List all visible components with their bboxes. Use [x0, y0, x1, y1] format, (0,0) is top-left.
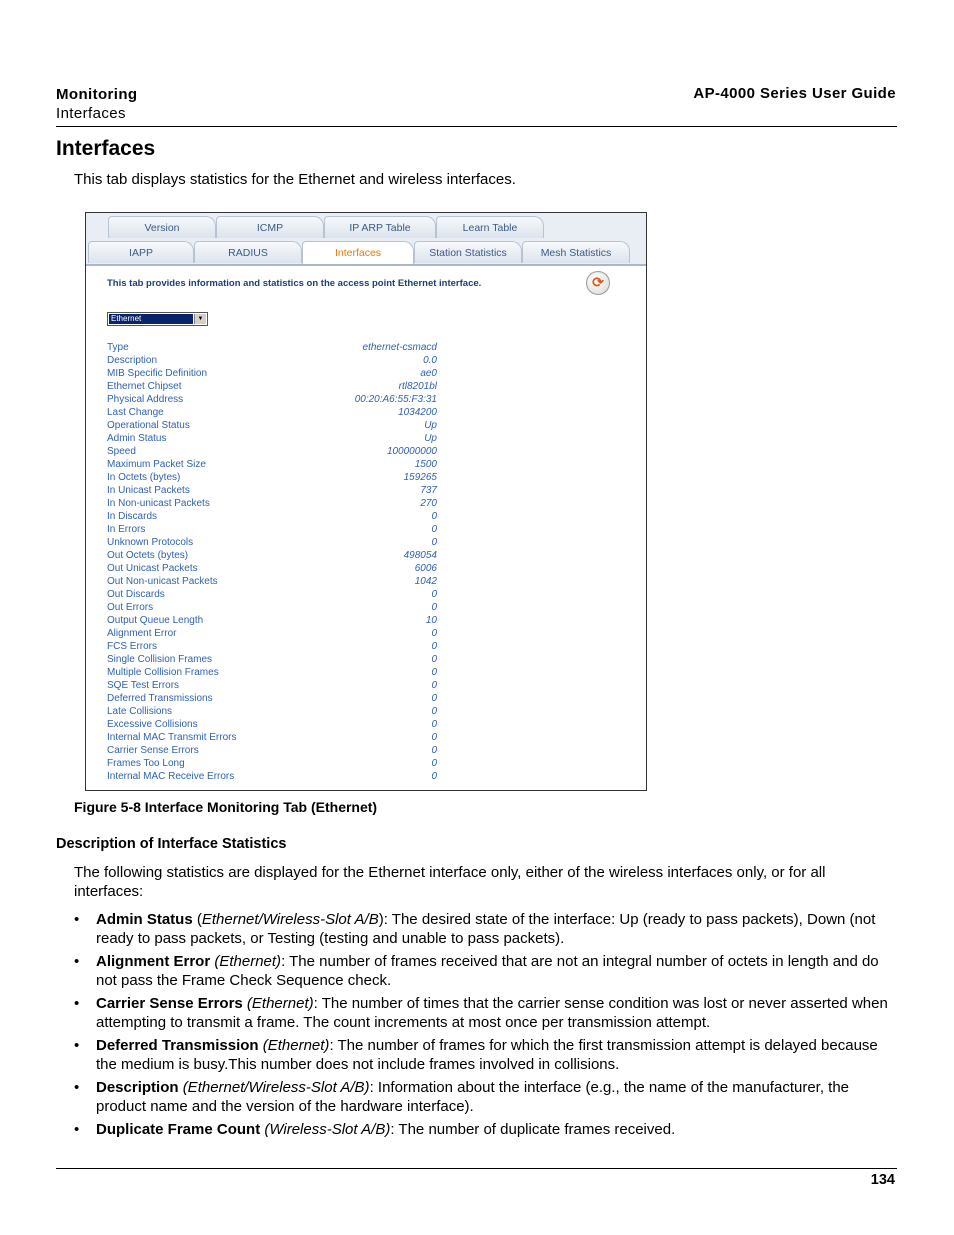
stat-value: 0 [431, 654, 437, 665]
tab-divider [86, 264, 646, 266]
bullet-icon: • [74, 1079, 80, 1096]
stat-row [86, 497, 646, 510]
definition-scope: (Ethernet) [246, 995, 314, 1012]
section-subheading: Description of Interface Statistics [56, 836, 287, 852]
stat-label: Ethernet Chipset [107, 381, 182, 392]
stat-label: Speed [107, 446, 136, 457]
stat-row [86, 510, 646, 523]
definition-text [96, 994, 894, 1032]
stat-value: 1034200 [398, 407, 437, 418]
stat-row [86, 770, 646, 783]
definition-scope: Ethernet/Wireless-Slot A/B [201, 911, 379, 928]
interface-select[interactable] [107, 312, 208, 326]
stat-row [86, 393, 646, 406]
intro-text: This tab displays statistics for the Ethernet and wireless interfaces. [74, 171, 516, 188]
definition-text [96, 952, 894, 990]
tab-learn-table[interactable]: Learn Table [436, 216, 544, 238]
tab-station-statistics[interactable]: Station Statistics [414, 241, 522, 263]
running-header-left [56, 85, 137, 123]
stat-value: 0 [431, 680, 437, 691]
stat-value: 0 [431, 706, 437, 717]
definition-body: The number of frames received that are not an integral number of octets in length and do not pass the Frame Check Sequence check. [96, 953, 879, 989]
stat-row [86, 380, 646, 393]
stat-row [86, 432, 646, 445]
stat-label: Out Octets (bytes) [107, 550, 189, 561]
stat-value: 0 [431, 693, 437, 704]
stat-row [86, 640, 646, 653]
definition-close: : [369, 1079, 374, 1096]
tab-radius[interactable]: RADIUS [194, 241, 302, 263]
stat-row [86, 523, 646, 536]
stat-row [86, 744, 646, 757]
stat-label: MIB Specific Definition [107, 368, 208, 379]
stat-value: 0 [431, 758, 437, 769]
stat-label: FCS Errors [107, 641, 157, 652]
stat-value: 10 [425, 615, 437, 626]
stat-value: 0 [431, 745, 437, 756]
definition-close: ): [378, 911, 388, 928]
page-title: Interfaces [56, 137, 156, 160]
stat-label: Maximum Packet Size [107, 459, 206, 470]
stat-label: Operational Status [107, 420, 190, 431]
stat-value: 1042 [414, 576, 437, 587]
definition-term: Deferred Transmission [96, 1037, 259, 1054]
definition-term: Carrier Sense Errors [96, 995, 243, 1012]
figure-caption: Figure 5-8 Interface Monitoring Tab (Ethernet) [74, 799, 378, 815]
stat-label: Excessive Collisions [107, 719, 198, 730]
stat-row [86, 666, 646, 679]
definition-term: Description [96, 1079, 179, 1096]
stat-label: Internal MAC Receive Errors [107, 771, 235, 782]
stat-row [86, 445, 646, 458]
tab-description: This tab provides information and statistics on the access point Ethernet interface. [107, 278, 482, 289]
refresh-icon[interactable]: ⟳ [586, 271, 610, 295]
stat-row [86, 536, 646, 549]
tab-mesh-statistics[interactable]: Mesh Statistics [522, 241, 630, 263]
definition-body: The number of duplicate frames received. [394, 1121, 676, 1138]
chevron-down-icon[interactable]: ▼ [194, 314, 206, 324]
definition-body: Information about the interface (e.g., the name of the manufacturer, the product name and the version of the hardware interface). [96, 1079, 850, 1115]
stat-label: In Discards [107, 511, 158, 522]
stat-label: SQE Test Errors [107, 680, 180, 691]
stat-row [86, 484, 646, 497]
stat-row [86, 471, 646, 484]
stat-row [86, 458, 646, 471]
stat-row [86, 549, 646, 562]
tab-iapp[interactable]: IAPP [88, 241, 194, 263]
definition-term: Admin Status [96, 911, 193, 928]
header-subsection: Interfaces [56, 105, 126, 122]
header-rule [56, 126, 897, 127]
stat-label: Type [107, 342, 129, 353]
stat-value: 0 [431, 719, 437, 730]
stat-label: In Octets (bytes) [107, 472, 181, 483]
stat-row [86, 692, 646, 705]
stat-label: Physical Address [107, 394, 184, 405]
stat-value: 737 [420, 485, 437, 496]
definition-text [96, 1120, 894, 1139]
stat-value: rtl8201bl [398, 381, 437, 392]
stat-row [86, 588, 646, 601]
stat-label: Unknown Protocols [107, 537, 194, 548]
stat-label: Alignment Error [107, 628, 177, 639]
stat-label: Carrier Sense Errors [107, 745, 199, 756]
stat-row [86, 341, 646, 354]
tab-ip-arp-table[interactable]: IP ARP Table [324, 216, 436, 238]
stat-label: Single Collision Frames [107, 654, 213, 665]
definition-text [96, 1078, 894, 1116]
stat-row [86, 367, 646, 380]
definition-body: The desired state of the interface: Up (ready to pass packets), Down (not ready to pass packets, or Testing (testing and unable to pass packets). [96, 911, 876, 947]
stat-label: Description [107, 355, 158, 366]
stat-label: Frames Too Long [107, 758, 185, 769]
stat-value: 0 [431, 667, 437, 678]
header-guide-title: AP-4000 Series User Guide [693, 85, 896, 102]
stat-label: In Errors [107, 524, 146, 535]
bullet-icon: • [74, 1121, 80, 1138]
tab-icmp[interactable]: ICMP [216, 216, 324, 238]
stat-value: 0 [431, 589, 437, 600]
stat-label: Output Queue Length [107, 615, 204, 626]
stat-row [86, 627, 646, 640]
stat-value: 0 [431, 771, 437, 782]
definition-scope: (Ethernet/Wireless-Slot A/B) [182, 1079, 370, 1096]
stat-label: Out Non-unicast Packets [107, 576, 218, 587]
stat-value: 270 [420, 498, 437, 509]
tab-row-2 [86, 239, 646, 264]
stat-label: Deferred Transmissions [107, 693, 213, 704]
stat-row [86, 757, 646, 770]
page-number: 134 [870, 1172, 895, 1188]
stat-row [86, 601, 646, 614]
stat-row [86, 406, 646, 419]
stat-label: Multiple Collision Frames [107, 667, 219, 678]
definition-scope: (Ethernet) [214, 953, 282, 970]
stat-value: 1500 [414, 459, 437, 470]
body-paragraph: The following statistics are displayed for the Ethernet interface only, either of the wireless interfaces only, or for all interfaces: [74, 864, 826, 900]
definition-scope: (Ethernet) [262, 1037, 330, 1054]
header-section: Monitoring [56, 86, 138, 103]
stat-value: 00:20:A6:55:F3:31 [354, 394, 437, 405]
stat-row [86, 653, 646, 666]
definition-body: The number of times that the carrier sense condition was lost or never asserted when attempting to transmit a frame. The count increments at most once per transmission attempt. [96, 995, 888, 1031]
stat-row [86, 562, 646, 575]
stat-value: 0 [431, 641, 437, 652]
stat-row [86, 718, 646, 731]
stat-value: Up [424, 420, 437, 431]
definition-close: : [313, 995, 318, 1012]
stat-label: In Unicast Packets [107, 485, 190, 496]
tab-row-1 [86, 213, 646, 239]
interface-monitoring-screenshot [85, 212, 647, 791]
stat-label: Admin Status [107, 433, 167, 444]
bullet-icon: • [74, 995, 80, 1012]
definition-text [96, 910, 894, 948]
stat-value: 0 [431, 628, 437, 639]
definition-term: Alignment Error [96, 953, 211, 970]
definition-close: : [390, 1121, 395, 1138]
stat-label: Out Discards [107, 589, 165, 600]
stat-row [86, 354, 646, 367]
bullet-icon: • [74, 953, 80, 970]
definition-scope: (Wireless-Slot A/B) [264, 1121, 391, 1138]
stat-value: 0 [431, 732, 437, 743]
stat-row [86, 679, 646, 692]
definition-open: ( [192, 911, 202, 928]
stat-value: ethernet-csmacd [362, 342, 437, 353]
stat-label: Internal MAC Transmit Errors [107, 732, 237, 743]
stat-value: 0 [431, 537, 437, 548]
definition-term: Duplicate Frame Count [96, 1121, 261, 1138]
stat-value: 100000000 [386, 446, 437, 457]
stat-value: 0.0 [423, 355, 437, 366]
definition-text [96, 1036, 894, 1074]
definition-body: The number of frames for which the first transmission attempt is delayed because the medium is busy.This number does not include frames involved in collisions. [96, 1037, 878, 1073]
definition-close: : [329, 1037, 334, 1054]
stat-value: 0 [431, 511, 437, 522]
tab-interfaces[interactable]: Interfaces [302, 241, 414, 266]
stat-label: Out Errors [107, 602, 154, 613]
stat-value: 0 [431, 524, 437, 535]
stat-row [86, 614, 646, 627]
bullet-icon: • [74, 1037, 80, 1054]
stat-row [86, 731, 646, 744]
stat-label: Last Change [107, 407, 164, 418]
stat-label: Out Unicast Packets [107, 563, 198, 574]
definition-close: : [281, 953, 286, 970]
stat-row [86, 575, 646, 588]
stat-value: 0 [431, 602, 437, 613]
stat-label: Late Collisions [107, 706, 173, 717]
interface-select-value: Ethernet [109, 314, 193, 324]
stat-value: 498054 [403, 550, 437, 561]
stat-value: ae0 [420, 368, 437, 379]
footer-rule [56, 1168, 897, 1169]
stat-value: 6006 [414, 563, 437, 574]
stat-value: 159265 [403, 472, 437, 483]
stat-row [86, 419, 646, 432]
tab-version[interactable]: Version [108, 216, 216, 238]
stat-label: In Non-unicast Packets [107, 498, 210, 509]
stat-value: Up [424, 433, 437, 444]
bullet-icon: • [74, 911, 80, 928]
stat-row [86, 705, 646, 718]
